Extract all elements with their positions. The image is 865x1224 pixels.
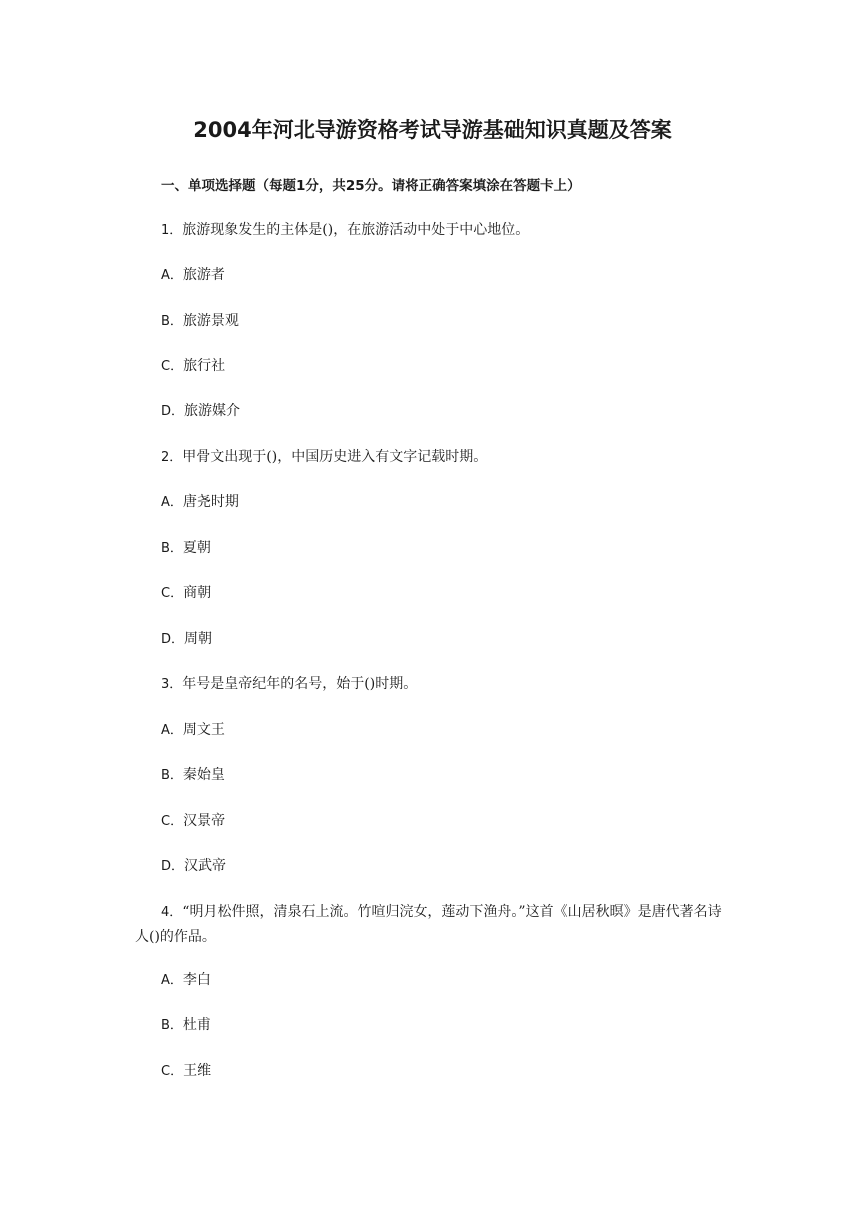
option-text: 秦始皇 [182, 767, 225, 783]
option-item [161, 538, 211, 559]
option-text: 汉景帝 [183, 813, 226, 829]
question-text: 年号是皇帝纪年的名号，始于()时期。 [182, 676, 418, 692]
option-text: 周朝 [184, 631, 213, 647]
page-title: 2004年河北导游资格考试导游基础知识真题及答案 [193, 118, 672, 142]
option-item [161, 856, 226, 877]
option-label: B． [161, 314, 183, 329]
option-text: 旅游媒介 [184, 403, 241, 419]
option-text: 王维 [183, 1063, 212, 1079]
option-label: C． [161, 1064, 184, 1079]
option-item [161, 401, 240, 422]
option-label: B． [161, 541, 183, 556]
question-text: 旅游现象发生的主体是()，在旅游活动中处于中心地位。 [182, 222, 530, 238]
option-item [161, 265, 225, 286]
option-text: 唐尧时期 [182, 494, 239, 510]
option-label: C． [161, 359, 184, 374]
option-label: A． [161, 268, 183, 283]
question-1 [161, 220, 529, 241]
option-item [161, 629, 212, 650]
question-4 [135, 900, 735, 949]
option-label: D． [161, 859, 185, 874]
section-heading: 一、单项选择题（每题1分，共25分。请将正确答案填涂在答题卡上） [161, 178, 581, 194]
option-text: 商朝 [183, 585, 212, 601]
question-number: 4． [161, 905, 183, 920]
question-number: 3． [161, 677, 183, 692]
option-label: C． [161, 814, 184, 829]
option-text: 旅行社 [183, 358, 226, 374]
option-item [161, 1015, 211, 1036]
option-text: 杜甫 [182, 1017, 211, 1033]
option-text: 旅游景观 [182, 313, 239, 329]
question-text: 甲骨文出现于()，中国历史进入有文字记载时期。 [182, 449, 488, 465]
option-item [161, 583, 211, 604]
question-2 [161, 447, 487, 468]
question-number: 1． [161, 223, 183, 238]
option-item [161, 970, 211, 991]
option-label: D． [161, 632, 185, 647]
question-3 [161, 674, 417, 695]
option-label: B． [161, 1018, 183, 1033]
option-item [161, 492, 239, 513]
option-label: A． [161, 495, 183, 510]
option-text: 李白 [182, 972, 211, 988]
option-item [161, 720, 225, 741]
option-label: A． [161, 973, 183, 988]
option-item [161, 765, 225, 786]
option-text: 夏朝 [182, 540, 211, 556]
option-item [161, 1061, 211, 1082]
question-number: 2． [161, 450, 183, 465]
option-label: A． [161, 723, 183, 738]
option-text: 旅游者 [182, 267, 225, 283]
option-item [161, 311, 239, 332]
option-text: 汉武帝 [184, 858, 227, 874]
option-text: 周文王 [182, 722, 225, 738]
option-label: B． [161, 768, 183, 783]
option-label: D． [161, 404, 185, 419]
question-text: “明月松件照，清泉石上流。竹喧归浣女，莲动下渔舟。”这首《山居秋暝》是唐代著名诗人()的作品。 [135, 904, 722, 945]
option-item [161, 356, 225, 377]
option-item [161, 811, 225, 832]
option-label: C． [161, 586, 184, 601]
